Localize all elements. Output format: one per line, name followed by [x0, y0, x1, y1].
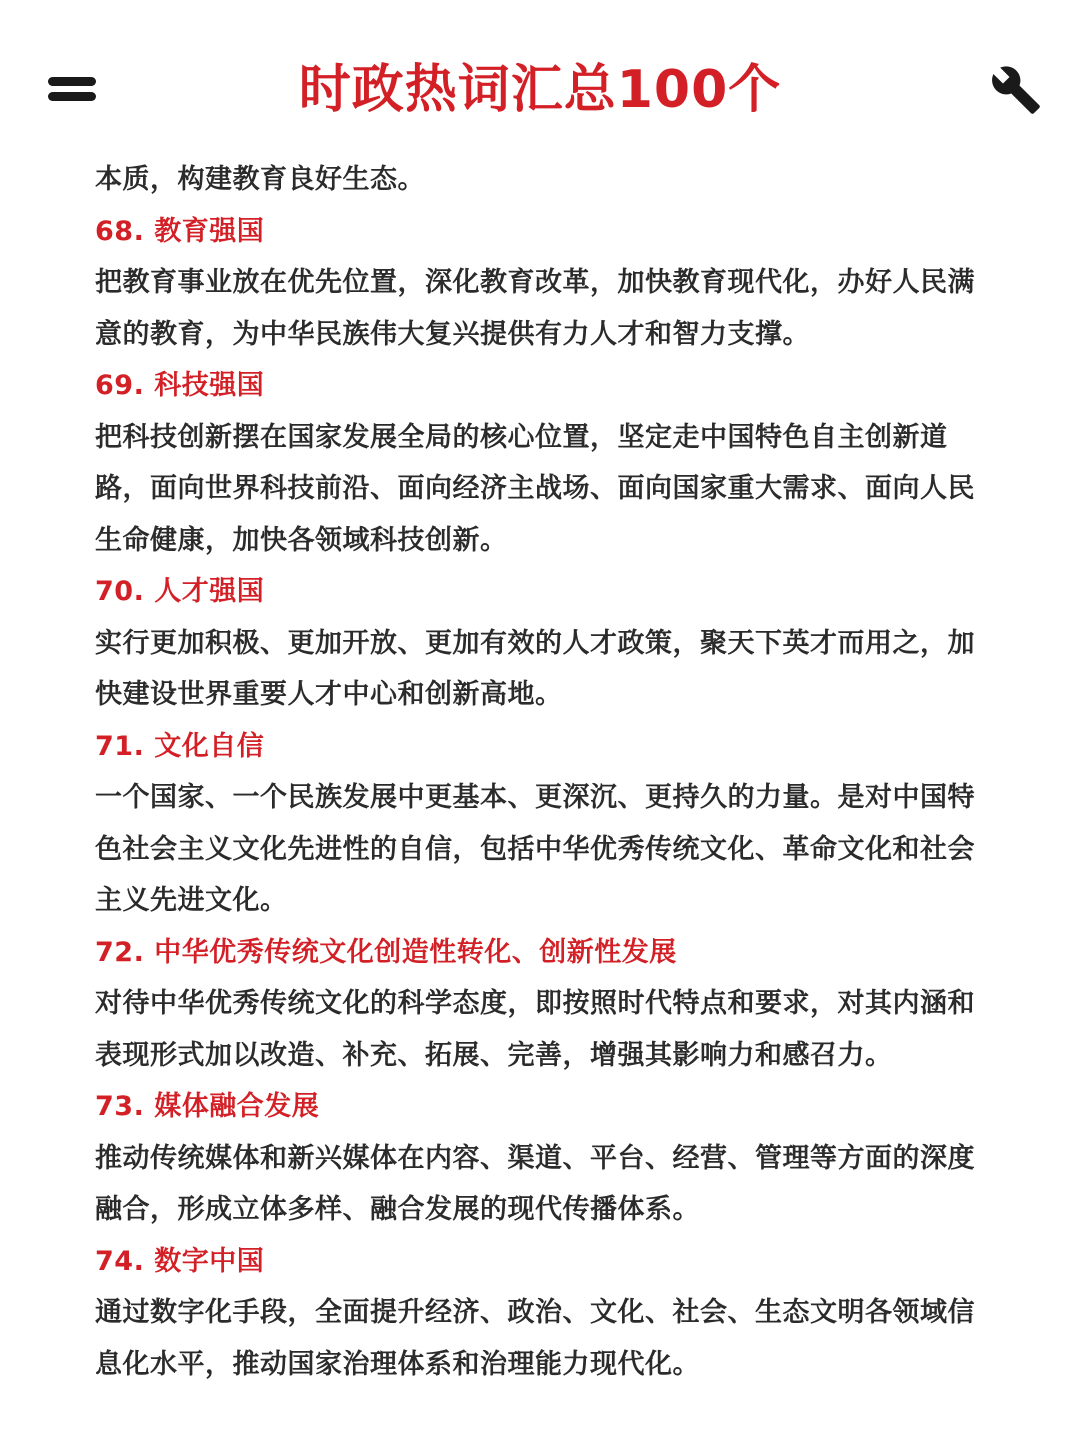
term-heading: 74. 数字中国	[95, 1245, 265, 1277]
term-heading: 71. 文化自信	[95, 730, 265, 762]
term-heading: 70. 人才强国	[95, 576, 265, 607]
header-bar	[0, 0, 1080, 150]
term-description-line: 把科技创新摆在国家发展全局的核心位置，坚定走中国特色自主创新道	[95, 421, 948, 453]
term-description-line: 快建设世界重要人才中心和创新高地。	[95, 679, 563, 710]
term-description-line: 主义先进文化。	[95, 885, 288, 916]
term-description-line: 实行更加积极、更加开放、更加有效的人才政策，聚天下英才而用之，加	[95, 627, 975, 659]
term-heading: 68. 教育强国	[95, 215, 265, 247]
term-description-line: 表现形式加以改造、补充、拓展、完善，增强其影响力和感召力。	[95, 1039, 893, 1071]
term-description-line: 一个国家、一个民族发展中更基本、更深沉、更持久的力量。是对中国特	[95, 782, 975, 813]
term-description-line: 把教育事业放在优先位置，深化教育改革，加快教育现代化，办好人民满	[95, 267, 975, 298]
term-heading: 73. 媒体融合发展	[95, 1091, 320, 1122]
term-heading: 69. 科技强国	[95, 370, 265, 401]
article-content	[95, 154, 995, 1390]
term-description-line: 路，面向世界科技前沿、面向经济主战场、面向国家重大需求、面向人民	[95, 473, 975, 504]
term-description-line: 息化水平，推动国家治理体系和治理能力现代化。	[95, 1348, 700, 1380]
term-description-line: 生命健康，加快各领域科技创新。	[95, 524, 508, 556]
term-description-line: 通过数字化手段，全面提升经济、政治、文化、社会、生态文明各领域信	[95, 1297, 975, 1328]
wrench-icon[interactable]	[990, 64, 1042, 116]
term-description-line: 本质，构建教育良好生态。	[95, 164, 425, 195]
page-title: 时政热词汇总100个	[298, 60, 782, 120]
term-description-line: 色社会主义文化先进性的自信，包括中华优秀传统文化、革命文化和社会	[95, 833, 975, 865]
term-description-line: 融合，形成立体多样、融合发展的现代传播体系。	[95, 1194, 700, 1225]
term-description-line: 对待中华优秀传统文化的科学态度，即按照时代特点和要求，对其内涵和	[95, 988, 975, 1019]
term-description-line: 意的教育，为中华民族伟大复兴提供有力人才和智力支撑。	[95, 318, 810, 350]
term-description-line: 推动传统媒体和新兴媒体在内容、渠道、平台、经营、管理等方面的深度	[95, 1142, 975, 1174]
term-heading: 72. 中华优秀传统文化创造性转化、创新性发展	[95, 936, 677, 968]
